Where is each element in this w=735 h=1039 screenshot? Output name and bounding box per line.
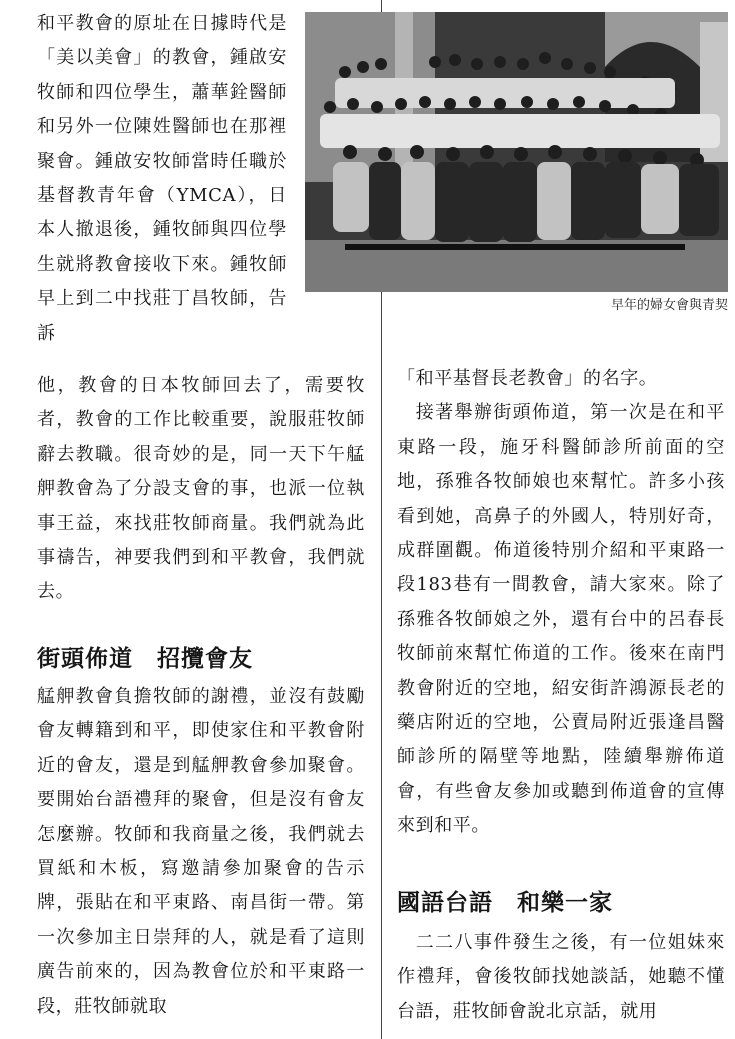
photo-caption: 早年的婦女會與青契 (610, 298, 728, 313)
section-heading-mandarin-taiwanese: 國語台語 和樂一家 (397, 889, 613, 916)
group-photo (305, 12, 728, 292)
church-name-sentence: 「和平基督長老教會」的名字。 (397, 368, 658, 389)
paragraph-228-incident (397, 926, 725, 1029)
paragraph-228-text: 二二八事件發生之後，有一位姐妹來作禮拜，會後牧師找她談話，她聽不懂台語，莊牧師會說北京話，就用 (397, 932, 725, 1022)
paragraph-street-evangelism: 接著舉辦街頭佈道，第一次是在和平東路一段，施牙科醫師診所前面的空地，孫雅各牧師娘也來幫忙。許多小孩看到她，高鼻子的外國人，特別好奇，成群圍觀。佈道後特別介紹和平東路一段183巷有一間教會，請大家來。除了孫雅各牧師娘之外，還有台中的呂春長牧師前來幫忙佈道的工作。後來在南門教會附近的空地，紹安街許鴻源長老的藥店附近的空地，公賣局附近張逢昌醫師診所的隔壁等地點，陸續舉辦佈道會，有些會友參加或聽到佈道會的宣傳來到和平。 (397, 402, 725, 837)
section-heading-street-evangelism: 街頭佈道 招攬會友 (37, 645, 253, 672)
paragraph-church-name (397, 362, 725, 844)
paragraph-intro-continued: 他，教會的日本牧師回去了，需要牧者，教會的工作比較重要，說服莊牧師辭去教職。很奇妙的是，同一天下午艋舺教會為了分設支會的事，也派一位執事王益，來找莊牧師商量。我們就為此事禱告，神要我們到和平教會，我們就去。 (37, 375, 365, 603)
paragraph-intro: 和平教會的原址在日據時代是「美以美會」的教會，鍾啟安牧師和四位學生，蕭華銓醫師和另外一位陳姓醫師也在那裡聚會。鍾啟安牧師當時任職於基督教青年會（YMCA），日本人撤退後，鍾牧師與四位學生就將教會接收下來。鍾牧師早上到二中找莊丁昌牧師，告訴 (37, 13, 287, 344)
paragraph-recruiting-members: 艋舺教會負擔牧師的謝禮，並沒有鼓勵會友轉籍到和平，即使家住和平教會附近的會友，還是到艋舺教會參加聚會。要開始台語禮拜的聚會，但是沒有會友怎麼辦。牧師和我商量之後，我們就去買紙和木板，寫邀請參加聚會的告示牌，張貼在和平東路、南昌街一帶。第一次參加主日崇拜的人，就是看了這則廣告前來的，因為教會位於和平東路一段，莊牧師就取 (37, 686, 365, 1017)
